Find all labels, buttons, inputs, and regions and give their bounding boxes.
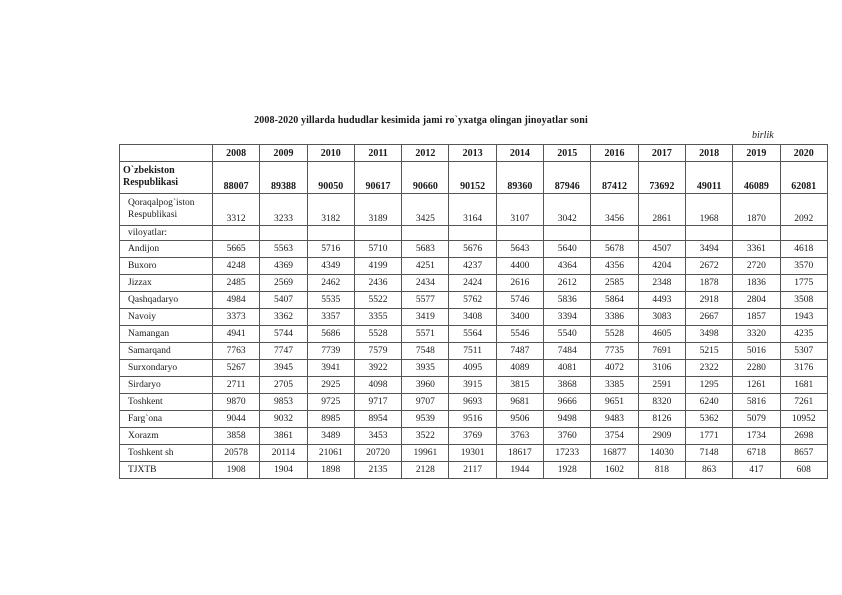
value-cell: 2569	[260, 275, 307, 292]
value-cell: 2436	[354, 275, 401, 292]
value-cell: 5577	[402, 292, 449, 309]
value-cell: 4507	[638, 241, 685, 258]
value-cell: 2585	[591, 275, 638, 292]
year-header: 2020	[780, 145, 827, 162]
total-row-name: O`zbekiston Respublikasi	[120, 162, 213, 194]
value-cell: 3858	[213, 428, 260, 445]
value-cell: 1898	[307, 462, 354, 479]
year-header: 2013	[449, 145, 496, 162]
value-cell: 5407	[260, 292, 307, 309]
value-cell: 7261	[780, 394, 827, 411]
value-cell: 9483	[591, 411, 638, 428]
value-cell: 4605	[638, 326, 685, 343]
value-cell: 9707	[402, 394, 449, 411]
value-cell: 1602	[591, 462, 638, 479]
value-cell: 2925	[307, 377, 354, 394]
value-cell: 90617	[354, 162, 401, 194]
value-cell: 2667	[685, 309, 732, 326]
value-cell: 3456	[591, 194, 638, 226]
table-row	[120, 428, 828, 445]
value-cell: 6718	[733, 445, 780, 462]
table-row	[120, 462, 828, 479]
year-header: 2014	[496, 145, 543, 162]
value-cell: 3754	[591, 428, 638, 445]
table-row	[120, 343, 828, 360]
value-cell: 2485	[213, 275, 260, 292]
empty-cell	[307, 226, 354, 241]
table-row	[120, 309, 828, 326]
value-cell: 7763	[213, 343, 260, 360]
value-cell: 1681	[780, 377, 827, 394]
value-cell: 3570	[780, 258, 827, 275]
value-cell: 1904	[260, 462, 307, 479]
year-header: 2008	[213, 145, 260, 162]
empty-cell	[496, 226, 543, 241]
value-cell: 3362	[260, 309, 307, 326]
value-cell: 4098	[354, 377, 401, 394]
empty-cell	[780, 226, 827, 241]
value-cell: 9693	[449, 394, 496, 411]
year-header: 2010	[307, 145, 354, 162]
table-row	[120, 292, 828, 309]
value-cell: 3107	[496, 194, 543, 226]
empty-cell	[449, 226, 496, 241]
value-cell: 9516	[449, 411, 496, 428]
value-cell: 20720	[354, 445, 401, 462]
subheader-label: viloyatlar:	[120, 226, 213, 241]
value-cell: 2462	[307, 275, 354, 292]
value-cell: 3508	[780, 292, 827, 309]
value-cell: 4081	[544, 360, 591, 377]
value-cell: 3769	[449, 428, 496, 445]
year-header: 2017	[638, 145, 685, 162]
value-cell: 87946	[544, 162, 591, 194]
value-cell: 4356	[591, 258, 638, 275]
value-cell: 2117	[449, 462, 496, 479]
region-name: Andijon	[120, 241, 213, 258]
value-cell: 5836	[544, 292, 591, 309]
value-cell: 3960	[402, 377, 449, 394]
value-cell: 9539	[402, 411, 449, 428]
value-cell: 8320	[638, 394, 685, 411]
value-cell: 62081	[780, 162, 827, 194]
crime-statistics-table	[119, 144, 828, 479]
value-cell: 10952	[780, 411, 827, 428]
value-cell: 8126	[638, 411, 685, 428]
empty-cell	[260, 226, 307, 241]
value-cell: 4400	[496, 258, 543, 275]
value-cell: 5640	[544, 241, 591, 258]
value-cell: 5710	[354, 241, 401, 258]
value-cell: 4984	[213, 292, 260, 309]
value-cell: 1908	[213, 462, 260, 479]
table-row	[120, 394, 828, 411]
karakalpak-row-name: Qoraqalpog`iston Respublikasi	[120, 194, 213, 226]
value-cell: 5665	[213, 241, 260, 258]
value-cell: 7511	[449, 343, 496, 360]
value-cell: 90152	[449, 162, 496, 194]
region-name: Qashqadaryo	[120, 292, 213, 309]
value-cell: 2612	[544, 275, 591, 292]
value-cell: 20578	[213, 445, 260, 462]
value-cell: 8985	[307, 411, 354, 428]
value-cell: 7579	[354, 343, 401, 360]
value-cell: 2720	[733, 258, 780, 275]
value-cell: 1943	[780, 309, 827, 326]
value-cell: 1857	[733, 309, 780, 326]
value-cell: 9498	[544, 411, 591, 428]
value-cell: 3312	[213, 194, 260, 226]
value-cell: 5522	[354, 292, 401, 309]
header-row	[120, 145, 828, 162]
value-cell: 2804	[733, 292, 780, 309]
region-name: Sirdaryo	[120, 377, 213, 394]
region-name: Toshkent	[120, 394, 213, 411]
value-cell: 7747	[260, 343, 307, 360]
year-header: 2009	[260, 145, 307, 162]
empty-cell	[402, 226, 449, 241]
value-cell: 4369	[260, 258, 307, 275]
value-cell: 46089	[733, 162, 780, 194]
value-cell: 5307	[780, 343, 827, 360]
value-cell: 4199	[354, 258, 401, 275]
value-cell: 5678	[591, 241, 638, 258]
value-cell: 818	[638, 462, 685, 479]
table-row	[120, 241, 828, 258]
region-name: Surxondaryo	[120, 360, 213, 377]
value-cell: 90660	[402, 162, 449, 194]
subheader-row	[120, 226, 828, 241]
value-cell: 7484	[544, 343, 591, 360]
unit-label: birlik	[752, 130, 774, 141]
table-row	[120, 326, 828, 343]
value-cell: 1870	[733, 194, 780, 226]
value-cell: 3182	[307, 194, 354, 226]
value-cell: 4251	[402, 258, 449, 275]
value-cell: 4493	[638, 292, 685, 309]
value-cell: 9870	[213, 394, 260, 411]
value-cell: 1968	[685, 194, 732, 226]
value-cell: 6240	[685, 394, 732, 411]
empty-cell	[733, 226, 780, 241]
value-cell: 1261	[733, 377, 780, 394]
table-row	[120, 411, 828, 428]
value-cell: 417	[733, 462, 780, 479]
value-cell: 3419	[402, 309, 449, 326]
value-cell: 7487	[496, 343, 543, 360]
region-name: Namangan	[120, 326, 213, 343]
value-cell: 1944	[496, 462, 543, 479]
value-cell: 3106	[638, 360, 685, 377]
value-cell: 89360	[496, 162, 543, 194]
value-cell: 4089	[496, 360, 543, 377]
value-cell: 1878	[685, 275, 732, 292]
value-cell: 17233	[544, 445, 591, 462]
value-cell: 19961	[402, 445, 449, 462]
value-cell: 3373	[213, 309, 260, 326]
value-cell: 3357	[307, 309, 354, 326]
value-cell: 7148	[685, 445, 732, 462]
value-cell: 3453	[354, 428, 401, 445]
value-cell: 2698	[780, 428, 827, 445]
value-cell: 3498	[685, 326, 732, 343]
value-cell: 49011	[685, 162, 732, 194]
value-cell: 5528	[591, 326, 638, 343]
value-cell: 5716	[307, 241, 354, 258]
value-cell: 9506	[496, 411, 543, 428]
value-cell: 3176	[780, 360, 827, 377]
empty-cell	[685, 226, 732, 241]
region-name: Farg`ona	[120, 411, 213, 428]
value-cell: 5564	[449, 326, 496, 343]
value-cell: 7735	[591, 343, 638, 360]
value-cell: 21061	[307, 445, 354, 462]
table-row	[120, 377, 828, 394]
value-cell: 16877	[591, 445, 638, 462]
value-cell: 5864	[591, 292, 638, 309]
value-cell: 2348	[638, 275, 685, 292]
value-cell: 9725	[307, 394, 354, 411]
value-cell: 88007	[213, 162, 260, 194]
value-cell: 18617	[496, 445, 543, 462]
value-cell: 3400	[496, 309, 543, 326]
value-cell: 19301	[449, 445, 496, 462]
value-cell: 4235	[780, 326, 827, 343]
region-name: Toshkent sh	[120, 445, 213, 462]
year-header: 2018	[685, 145, 732, 162]
value-cell: 4072	[591, 360, 638, 377]
value-cell: 2434	[402, 275, 449, 292]
value-cell: 2861	[638, 194, 685, 226]
value-cell: 3861	[260, 428, 307, 445]
value-cell: 7548	[402, 343, 449, 360]
value-cell: 3763	[496, 428, 543, 445]
value-cell: 5535	[307, 292, 354, 309]
value-cell: 2280	[733, 360, 780, 377]
empty-cell	[213, 226, 260, 241]
value-cell: 3494	[685, 241, 732, 258]
table-row	[120, 275, 828, 292]
value-cell: 2616	[496, 275, 543, 292]
value-cell: 3320	[733, 326, 780, 343]
region-name: Xorazm	[120, 428, 213, 445]
empty-cell	[591, 226, 638, 241]
value-cell: 2918	[685, 292, 732, 309]
value-cell: 1836	[733, 275, 780, 292]
value-cell: 3394	[544, 309, 591, 326]
value-cell: 5762	[449, 292, 496, 309]
value-cell: 3408	[449, 309, 496, 326]
value-cell: 2711	[213, 377, 260, 394]
value-cell: 2322	[685, 360, 732, 377]
value-cell: 1775	[780, 275, 827, 292]
value-cell: 5215	[685, 343, 732, 360]
value-cell: 4248	[213, 258, 260, 275]
region-name: TJXTB	[120, 462, 213, 479]
value-cell: 1734	[733, 428, 780, 445]
value-cell: 3922	[354, 360, 401, 377]
value-cell: 3189	[354, 194, 401, 226]
value-cell: 3522	[402, 428, 449, 445]
value-cell: 2672	[685, 258, 732, 275]
value-cell: 73692	[638, 162, 685, 194]
value-cell: 4618	[780, 241, 827, 258]
value-cell: 87412	[591, 162, 638, 194]
value-cell: 9853	[260, 394, 307, 411]
value-cell: 5267	[213, 360, 260, 377]
value-cell: 2591	[638, 377, 685, 394]
value-cell: 2424	[449, 275, 496, 292]
table-row	[120, 360, 828, 377]
value-cell: 8954	[354, 411, 401, 428]
empty-cell	[544, 226, 591, 241]
value-cell: 4941	[213, 326, 260, 343]
table-row	[120, 445, 828, 462]
value-cell: 8657	[780, 445, 827, 462]
value-cell: 5016	[733, 343, 780, 360]
empty-cell	[354, 226, 401, 241]
value-cell: 3042	[544, 194, 591, 226]
value-cell: 3760	[544, 428, 591, 445]
value-cell: 7739	[307, 343, 354, 360]
value-cell: 3815	[496, 377, 543, 394]
table-row	[120, 258, 828, 275]
year-header: 2016	[591, 145, 638, 162]
value-cell: 3868	[544, 377, 591, 394]
value-cell: 3941	[307, 360, 354, 377]
value-cell: 5816	[733, 394, 780, 411]
year-header: 2011	[354, 145, 401, 162]
value-cell: 5676	[449, 241, 496, 258]
value-cell: 3425	[402, 194, 449, 226]
value-cell: 9666	[544, 394, 591, 411]
value-cell: 5528	[354, 326, 401, 343]
value-cell: 7691	[638, 343, 685, 360]
year-header: 2015	[544, 145, 591, 162]
value-cell: 3164	[449, 194, 496, 226]
total-row	[120, 162, 828, 194]
value-cell: 863	[685, 462, 732, 479]
value-cell: 5686	[307, 326, 354, 343]
value-cell: 14030	[638, 445, 685, 462]
value-cell: 3385	[591, 377, 638, 394]
value-cell: 2128	[402, 462, 449, 479]
value-cell: 3233	[260, 194, 307, 226]
header-corner	[120, 145, 213, 162]
value-cell: 5683	[402, 241, 449, 258]
value-cell: 2909	[638, 428, 685, 445]
value-cell: 3083	[638, 309, 685, 326]
value-cell: 9044	[213, 411, 260, 428]
value-cell: 5540	[544, 326, 591, 343]
table-title: 2008-2020 yillarda hududlar kesimida jami ro`yxatga olingan jinoyatlar soni	[254, 115, 588, 126]
year-header: 2012	[402, 145, 449, 162]
value-cell: 89388	[260, 162, 307, 194]
value-cell: 5643	[496, 241, 543, 258]
value-cell: 1928	[544, 462, 591, 479]
value-cell: 2135	[354, 462, 401, 479]
value-cell: 20114	[260, 445, 307, 462]
value-cell: 1295	[685, 377, 732, 394]
region-name: Buxoro	[120, 258, 213, 275]
value-cell: 4095	[449, 360, 496, 377]
value-cell: 5746	[496, 292, 543, 309]
value-cell: 2092	[780, 194, 827, 226]
value-cell: 5571	[402, 326, 449, 343]
value-cell: 3355	[354, 309, 401, 326]
empty-cell	[638, 226, 685, 241]
region-name: Navoiy	[120, 309, 213, 326]
value-cell: 9681	[496, 394, 543, 411]
value-cell: 4364	[544, 258, 591, 275]
value-cell: 3489	[307, 428, 354, 445]
value-cell: 5362	[685, 411, 732, 428]
region-name: Samarqand	[120, 343, 213, 360]
karakalpak-row	[120, 194, 828, 226]
value-cell: 3386	[591, 309, 638, 326]
value-cell: 5546	[496, 326, 543, 343]
value-cell: 90050	[307, 162, 354, 194]
value-cell: 1771	[685, 428, 732, 445]
value-cell: 5563	[260, 241, 307, 258]
year-header: 2019	[733, 145, 780, 162]
value-cell: 3935	[402, 360, 449, 377]
value-cell: 3361	[733, 241, 780, 258]
value-cell: 2705	[260, 377, 307, 394]
value-cell: 5744	[260, 326, 307, 343]
value-cell: 9651	[591, 394, 638, 411]
value-cell: 4204	[638, 258, 685, 275]
value-cell: 5079	[733, 411, 780, 428]
value-cell: 4237	[449, 258, 496, 275]
value-cell: 3945	[260, 360, 307, 377]
value-cell: 9032	[260, 411, 307, 428]
value-cell: 3915	[449, 377, 496, 394]
region-name: Jizzax	[120, 275, 213, 292]
value-cell: 4349	[307, 258, 354, 275]
value-cell: 9717	[354, 394, 401, 411]
value-cell: 608	[780, 462, 827, 479]
